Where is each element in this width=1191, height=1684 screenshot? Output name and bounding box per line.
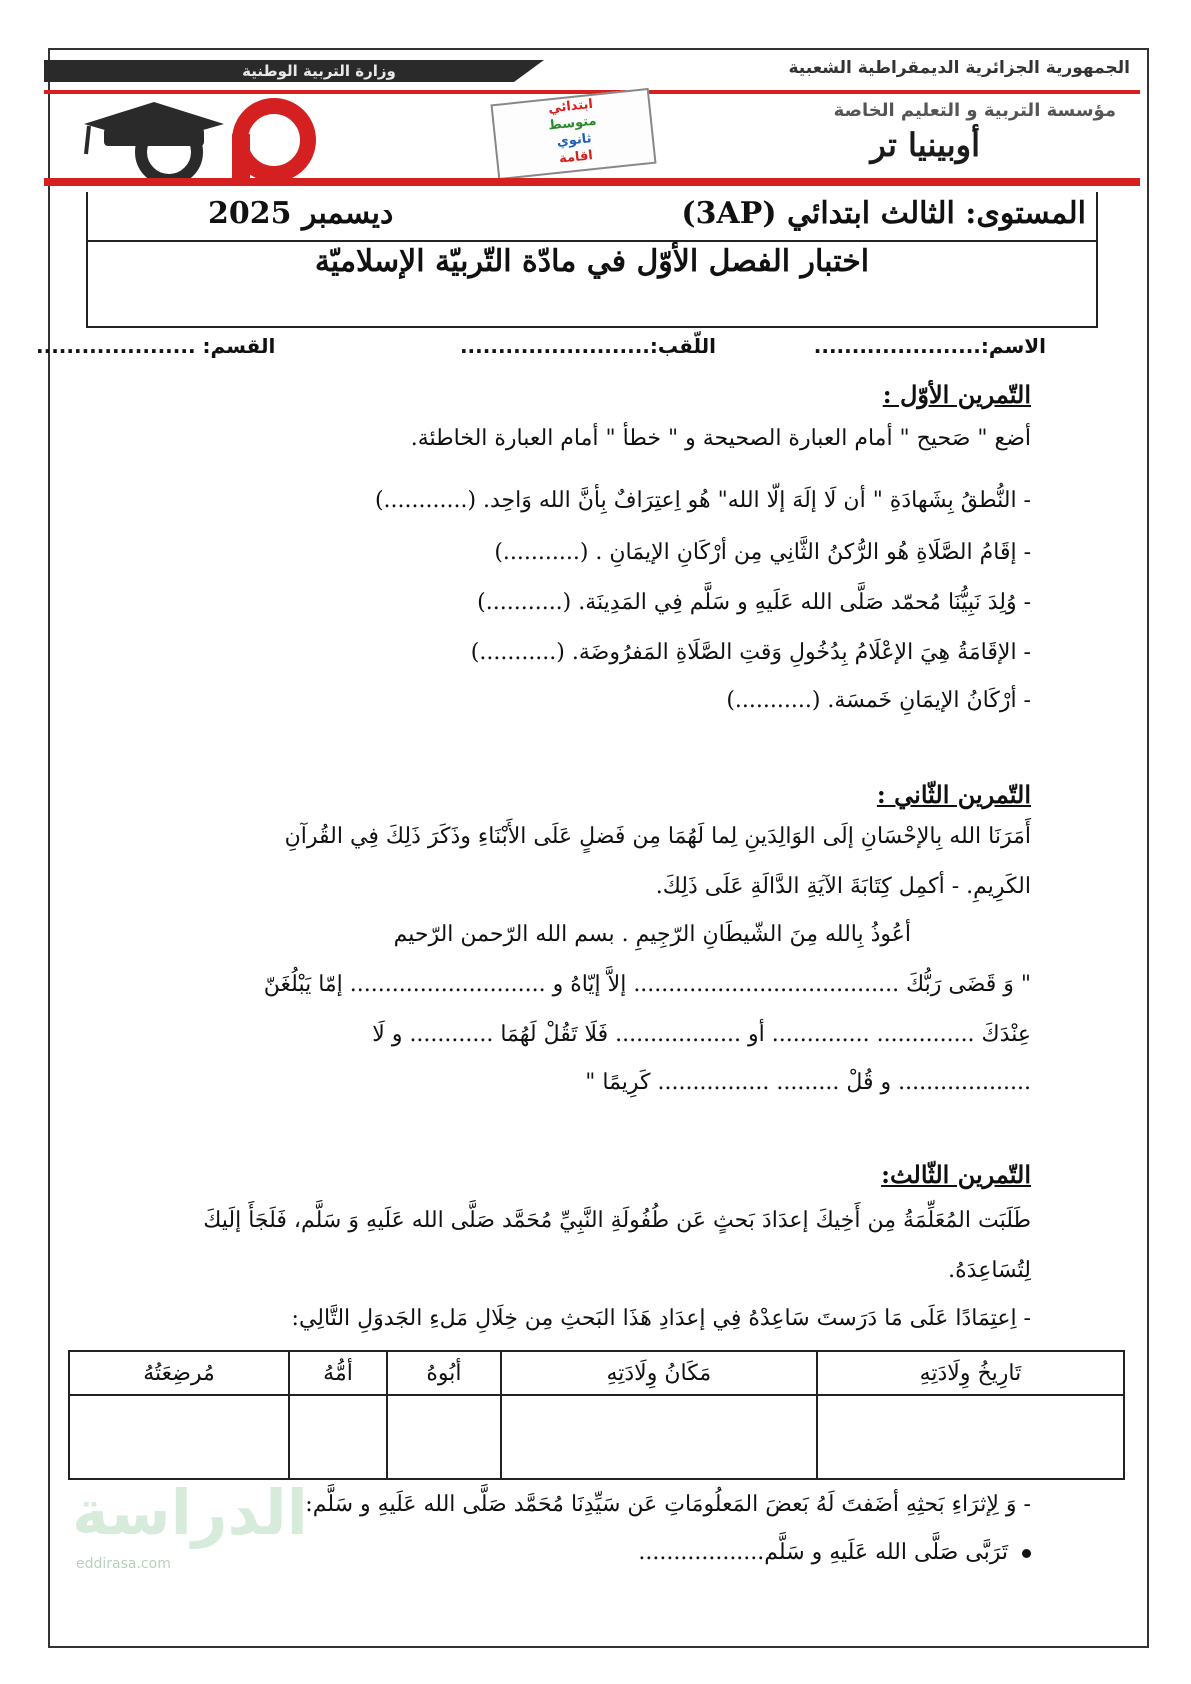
exercise3-line-3: - اِعتِمَادًا عَلَى مَا دَرَستَ سَاعِدْهُ فِي إعدَادِ هَذَا البَحثِ مِن خِلَالِ مَلءِ الجَدوَلِ التَّالِي: xyxy=(291,1306,1031,1331)
exercise3-line-4: - وَ لِإثرَاءِ بَحثِهِ أضَفتَ لَهُ بَعضَ المَعلُومَاتِ عَن سَيِّدِنَا مُحَمَّد صَلَّى الله عَلَيهِ و سَلَّم: xyxy=(305,1492,1031,1517)
watermark-text: الدراسة xyxy=(72,1476,308,1549)
answer-cell-father[interactable] xyxy=(387,1395,501,1479)
exercise1-item-1[interactable]: - النُّطقُ بِشَهادَةِ " أن لَا إلَهَ إلّا الله" هُو اِعتِرَافٌ بِأنَّ الله وَاحِد. (............) xyxy=(374,488,1031,513)
exercise1-item-3[interactable]: - وُلِدَ نَبِيُّنَا مُحمّد صَلَّى الله عَلَيهِ و سَلَّم فِي المَدِينَة. (...........) xyxy=(477,590,1031,615)
exercise1-item-4[interactable]: - الإقَامَةُ هِيَ الإعْلَامُ بِدُخُولِ وَقتِ الصَّلَاةِ المَفرُوضَة. (...........) xyxy=(470,640,1031,665)
surname-field[interactable]: اللّقب:......................... xyxy=(459,334,716,358)
level-middle: متوسط xyxy=(547,113,598,134)
name-field[interactable]: الاسم:...................... xyxy=(813,334,1046,358)
answer-cell-mother[interactable] xyxy=(289,1395,387,1479)
bullet-icon xyxy=(1022,1549,1031,1558)
watermark xyxy=(66,1476,426,1586)
exercise2-basmala: أعُوذُ بِالله مِنَ الشّيطَانِ الرّجِيمِ . بسم الله الرّحمن الرّحيم xyxy=(393,922,911,947)
exercise3-title: التّمرين الثّالث: xyxy=(881,1160,1031,1189)
title-row xyxy=(88,192,1096,242)
exercise1-item-5[interactable]: - أرْكَانُ الإيمَانِ خَمسَة. (...........) xyxy=(726,688,1031,713)
table-header-birth-date: تَارِيخُ وِلَادَتِهِ xyxy=(817,1351,1124,1395)
exercise3-bullet-1[interactable] xyxy=(638,1540,1031,1565)
bullet-text: تَرَبَّى صَلَّى الله عَلَيهِ و سَلَّم.................. xyxy=(638,1540,1008,1565)
level-secondary: ثانوي xyxy=(556,131,593,150)
section-field[interactable]: القسم: ..................... xyxy=(36,334,276,358)
contact-info: Email: ................@gmail.com 023 71 54 67 : فاكس 023 71 54 63 / 0550 47 22 35 : رقم الهاتف xyxy=(760,166,1130,175)
republic-label: الجمهورية الجزائرية الديمقراطية الشعبية xyxy=(788,58,1130,78)
table-header-wet-nurse: مُرضِعَتُهُ xyxy=(69,1351,289,1395)
prophet-info-table xyxy=(68,1350,1125,1480)
exam-title: اختبار الفصل الأوّل في مادّة التّربيّة الإسلاميّة xyxy=(314,244,870,279)
watermark-url: eddirasa.com xyxy=(76,1556,171,1572)
exercise1-instruction: أضع " صَحيح " أمام العبارة الصحيحة و " خطأ " أمام العبارة الخاطئة. xyxy=(410,426,1031,451)
exercise2-line-2: الكَرِيمِ. - أكمِل كِتَابَةَ الآيَةِ الدَّالَةِ عَلَى ذَلِكَ. xyxy=(655,874,1031,899)
exercise2-verse-line-3[interactable]: ................... و قُلْ ......... ................ كَرِيمًا " xyxy=(585,1070,1031,1095)
brand-name: أوبينيا تر xyxy=(870,126,980,164)
exercise2-verse-line-2[interactable]: عِنْدَكَ .............. .............. أو .................. فَلَا تَقُلْ لَهُمَا ............ و لَا xyxy=(372,1022,1031,1047)
exercise3-line-1: طَلَبَت المُعَلِّمَةُ مِن أَخِيكَ إعدَادَ بَحثٍ عَن طُفُولَةِ النَّبِيِّ مُحَمَّد صَلَّى الله عَلَيهِ وَ سَلَّم، فَلَجَأَ إلَيكَ xyxy=(203,1208,1031,1233)
table-answer-row xyxy=(69,1395,1124,1479)
table-header-father: أبُوهُ xyxy=(387,1351,501,1395)
level-residence: اقامة xyxy=(558,148,594,167)
exam-title-box xyxy=(86,192,1098,328)
institution-label: مؤسسة التربية و التعليم الخاصة xyxy=(833,100,1116,121)
student-info-row xyxy=(36,334,1046,364)
table-header-birth-place: مَكَانُ وِلَادَتِهِ xyxy=(501,1351,817,1395)
level-primary: ابتدائي xyxy=(547,96,594,117)
exercise2-line-1: أَمَرَنَا الله بِالإحْسَانِ إلَى الوَالِدَينِ لِما لَهُمَا مِن فَضلٍ عَلَى الأَبْنَاءِ وذَكَرَ ذَلِكَ فِي القُرآنِ xyxy=(284,824,1031,849)
exam-level: المستوى: الثالث ابتدائي (3AP) xyxy=(681,196,1086,231)
school-logo xyxy=(64,94,364,184)
exercise1-title: التّمرين الأوّل : xyxy=(882,380,1031,409)
table-header-row xyxy=(69,1351,1124,1395)
banner-bottom-line xyxy=(44,178,1140,186)
ministry-label: وزارة التربية الوطنية xyxy=(242,62,396,80)
answer-cell-wet-nurse[interactable] xyxy=(69,1395,289,1479)
exercise3-line-2: لِتُسَاعِدَهُ. xyxy=(948,1258,1031,1283)
answer-cell-birth-date[interactable] xyxy=(817,1395,1124,1479)
exam-date: ديسمبر 2025 xyxy=(208,196,394,231)
table-header-mother: أمُّهُ xyxy=(289,1351,387,1395)
header-banner xyxy=(44,86,1140,186)
answer-cell-birth-place[interactable] xyxy=(501,1395,817,1479)
exercise2-title: التّمرين الثّاني : xyxy=(876,780,1031,809)
header-strip xyxy=(44,58,1140,84)
exercise2-verse-line-1[interactable]: " وَ قَضَى رَبُّكَ ...................................... إلاَّ إيّاهُ و ............................ إمّا يَبْلُغَنّ xyxy=(263,972,1031,997)
exercise1-item-2[interactable]: - إقَامُ الصَّلَاةِ هُو الرُّكنُ الثَّانِي مِن أرْكَانِ الإيمَانِ . (...........) xyxy=(494,540,1031,565)
